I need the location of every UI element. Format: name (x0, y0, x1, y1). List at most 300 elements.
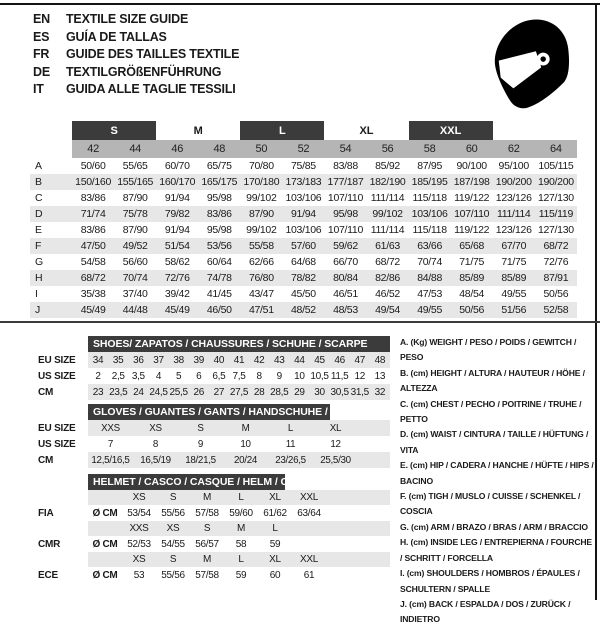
measurement-cell: 68/72 (375, 256, 400, 268)
language-code: FR (33, 47, 50, 61)
size-cell: XXS (101, 422, 120, 434)
measurement-cell: 115/118 (412, 192, 447, 204)
language-row (33, 81, 239, 99)
size-cell: 29 (294, 386, 305, 398)
measurement-row (30, 270, 577, 286)
measurement-cell: 111/114 (370, 224, 405, 236)
measurement-cell: 115/119 (535, 206, 577, 222)
measurement-row (30, 254, 577, 270)
measurement-cell: 63/66 (409, 238, 451, 254)
measurement-letter: F (30, 238, 72, 254)
size-cell: 4 (155, 370, 162, 382)
corner-empty (30, 140, 72, 158)
measurement-cell: 71/75 (459, 256, 485, 268)
measurement-cell: 70/74 (114, 270, 156, 286)
row-cells (88, 567, 390, 583)
helmet-icon (487, 16, 573, 111)
measurement-cell: 54/58 (80, 256, 106, 268)
measurement-cell: 99/102 (367, 206, 409, 222)
measurement-cell: 51/56 (493, 302, 535, 318)
size-cell: 35 (112, 354, 124, 366)
helmet-size-table (30, 474, 390, 583)
measurement-cell: 76/80 (240, 270, 282, 286)
measurement-cell: 119/122 (454, 224, 490, 236)
size-cell: 30,5 (330, 386, 349, 398)
size-cell: 28 (253, 386, 265, 398)
measurement-cell: 47/53 (417, 288, 442, 300)
measurement-cell: 111/114 (370, 192, 405, 204)
measurement-cell: 90/100 (456, 160, 487, 172)
legend-entry-g: G. (cm) ARM / BRAZO / BRAS / ARM / BRACCIO (400, 521, 588, 532)
size-cell: 10 (294, 370, 305, 382)
size-group-label: M (193, 124, 203, 137)
size-group-label: L (240, 121, 324, 140)
size-cell: 27,5 (229, 386, 249, 398)
helmet-size-row (30, 521, 390, 536)
size-cell: XL (269, 554, 281, 565)
diameter-unit-label: Ø CM (92, 538, 118, 550)
size-cell: XL (329, 422, 342, 434)
table-row (30, 384, 390, 400)
measurement-cell: 79/82 (156, 206, 198, 222)
measurement-row (30, 238, 577, 254)
measurement-cell: 68/72 (535, 238, 577, 254)
table-row (30, 420, 390, 436)
size-column-header: 54 (324, 140, 366, 158)
measurement-cell: 87/90 (240, 206, 282, 222)
measurement-cell: 62/66 (248, 256, 274, 268)
guide-title: TEXTILGRÖßENFÜHRUNG (66, 64, 222, 79)
size-cell: L (272, 523, 278, 534)
size-cell: 56/57 (195, 538, 219, 550)
size-group-label: XL (359, 124, 374, 137)
size-cell: 59 (269, 538, 281, 550)
measurement-cell: 58/62 (164, 256, 190, 268)
row-label-empty (30, 490, 88, 505)
size-cell: 23 (92, 386, 104, 398)
measurement-row (30, 206, 577, 222)
measurement-cell: 99/102 (246, 224, 277, 236)
measurement-cell: 107/110 (327, 224, 363, 236)
size-cell: XXL (299, 492, 318, 503)
size-column-header: 60 (451, 140, 493, 158)
measurement-row (30, 190, 577, 206)
language-row (33, 46, 239, 64)
row-cells (88, 521, 390, 536)
measurement-cell: 45/49 (72, 302, 114, 318)
measurement-cell: 61/63 (367, 238, 409, 254)
size-cell: M (202, 492, 212, 503)
measurement-cell: 107/110 (327, 192, 363, 204)
measurement-cell: 44/48 (114, 302, 156, 318)
size-cell: 54/55 (161, 538, 185, 550)
size-cell: XS (132, 492, 146, 503)
size-cell: 43 (273, 354, 285, 366)
measurement-cell: 111/114 (493, 206, 535, 222)
size-column-header: 46 (156, 140, 198, 158)
size-cell: 53/54 (127, 507, 151, 519)
size-cell: S (203, 523, 211, 534)
size-cell: 12 (354, 370, 366, 382)
size-cell: 9 (197, 438, 204, 450)
row-cells (88, 384, 390, 400)
measurement-cell: 103/106 (409, 206, 451, 222)
table-title: GLOVES / GUANTES / GANTS / HANDSCHUHE / GUANTI (88, 404, 330, 420)
size-group-row (30, 121, 577, 140)
measurement-cell: 87/90 (122, 192, 148, 204)
measurement-letter: D (30, 206, 72, 222)
row-cells (88, 368, 390, 384)
size-column-header: 52 (282, 140, 324, 158)
size-cell: 55/56 (161, 507, 185, 519)
table-title: SHOES/ ZAPATOS / CHAUSSURES / SCHUHE / SCARPE (88, 336, 390, 352)
size-cell: 58 (235, 538, 247, 550)
size-cell: 13 (374, 370, 386, 382)
measurement-row (30, 302, 577, 318)
size-cell: 52/53 (127, 538, 151, 550)
size-cell: 44 (294, 354, 305, 366)
row-label: CM (38, 386, 54, 398)
measurement-cell: 170/180 (240, 174, 282, 190)
corner-empty (493, 121, 535, 140)
measurement-cell: 48/54 (459, 288, 485, 300)
size-group-label: S (72, 121, 156, 140)
size-cell: S (197, 422, 204, 434)
legend-entry-a: A. (Kg) WEIGHT / PESO / POIDS / GEWITCH / PESO (400, 337, 577, 363)
measurement-cell: 91/94 (164, 224, 190, 236)
shoes-size-table (30, 336, 390, 400)
measurement-cell: 177/187 (324, 174, 366, 190)
measurement-row (30, 222, 577, 238)
measurement-cell: 46/51 (333, 288, 358, 300)
table-header-row (30, 336, 390, 352)
table-header-row (30, 474, 390, 490)
measurement-row (30, 174, 577, 190)
size-cell: XS (132, 554, 146, 565)
size-cell: 12 (330, 438, 341, 450)
row-cells (88, 420, 390, 436)
measurement-cell: 74/78 (198, 270, 240, 286)
measurement-letter: J (30, 302, 72, 318)
size-cell: 47 (354, 354, 366, 366)
size-cell: XXS (129, 523, 149, 534)
measurement-cell: 47/50 (72, 238, 114, 254)
size-cell: 42 (253, 354, 265, 366)
legend-entry-h: H. (cm) INSIDE LEG / ENTREPIERNA / FOURCHE / SCHRITT / FORCELLA (400, 537, 593, 563)
measurement-cell: 187/198 (451, 174, 493, 190)
size-cell: L (238, 554, 244, 565)
textile-size-table (30, 121, 577, 318)
size-cell: 63/64 (297, 507, 321, 519)
size-cell: 59 (235, 569, 247, 581)
measurement-cell: 75/78 (114, 206, 156, 222)
measurement-cell: 87/95 (417, 160, 442, 172)
size-cell: 24,5 (149, 386, 168, 398)
size-cell: 60 (269, 569, 281, 581)
measurement-cell: 71/74 (72, 206, 114, 222)
size-column-header: 42 (72, 140, 114, 158)
guide-title: GUIDA ALLE TAGLIE TESSILI (66, 82, 236, 96)
helmet-value-row (30, 505, 390, 521)
measurement-cell: 57/60 (282, 238, 324, 254)
row-cells (88, 436, 390, 452)
language-code: IT (33, 82, 44, 96)
measurement-cell: 123/126 (495, 192, 532, 204)
size-cell: 39 (193, 354, 204, 366)
row-label-empty (30, 521, 88, 536)
measurement-cell: 83/88 (333, 160, 358, 172)
size-cell: S (169, 492, 177, 503)
measurement-cell: 150/160 (72, 174, 114, 190)
size-column-header: 44 (114, 140, 156, 158)
section-divider (0, 321, 600, 323)
size-cell: 8 (256, 370, 262, 382)
gloves-size-table (30, 404, 390, 468)
language-row (33, 29, 239, 47)
guide-title: GUÍA DE TALLAS (66, 29, 167, 44)
size-cell: L (287, 422, 294, 434)
measurement-cell: 49/54 (367, 302, 409, 318)
size-cell: 11,5 (330, 370, 349, 382)
size-column-header: 50 (240, 140, 282, 158)
measurement-cell: 65/75 (206, 160, 232, 172)
legend-entry-c: C. (cm) CHEST / PECHO / POITRINE / TRUHE / PETTO (400, 398, 582, 425)
right-border (595, 3, 597, 600)
measurement-letter: H (30, 270, 72, 286)
measurement-row (30, 158, 577, 174)
measurement-cell: 95/98 (206, 224, 232, 236)
table-title: HELMET / CASCO / CASQUE / HELM / CASCO (88, 474, 285, 490)
row-label-empty (30, 336, 88, 352)
size-cell: 30 (314, 386, 325, 398)
size-column-header: 48 (198, 140, 240, 158)
measurement-cell: 59/62 (324, 238, 366, 254)
size-cell: S (169, 554, 177, 565)
language-code: DE (33, 64, 50, 79)
helmet-value-row (30, 567, 390, 583)
measurement-cell: 123/126 (495, 224, 532, 236)
size-cell: 40 (213, 354, 225, 366)
measurement-cell: 35/38 (80, 288, 106, 300)
measurement-cell: 70/74 (417, 256, 442, 268)
legend-entry-j: J. (cm) BACK / ESPALDA / DOS / ZURÜCK / INDIETRO (400, 598, 571, 625)
measurement-cell: 84/88 (409, 270, 451, 286)
size-cell: 5 (175, 370, 182, 382)
size-cell: 36 (133, 354, 144, 366)
measurement-cell: 165/175 (198, 174, 240, 190)
measurement-cell: 119/122 (454, 192, 490, 204)
size-cell: 23,5 (109, 386, 128, 398)
measurement-cell: 83/86 (198, 206, 240, 222)
size-cell: 16,5/19 (140, 454, 171, 466)
row-label: US SIZE (38, 438, 76, 450)
measurement-cell: 190/200 (535, 174, 577, 190)
size-cell: 24 (133, 386, 144, 398)
measurement-cell: 95/100 (498, 160, 529, 172)
size-cell: 37 (153, 354, 164, 366)
size-cell: 20/24 (233, 454, 258, 466)
size-cell: 48 (374, 354, 386, 366)
corner-empty (30, 121, 72, 140)
measurement-cell: 95/98 (324, 206, 366, 222)
standard-label: CMR (38, 538, 61, 550)
measurement-cell: 105/115 (538, 160, 574, 172)
guide-title: TEXTILE SIZE GUIDE (66, 12, 189, 26)
size-cell: 59/60 (229, 507, 253, 519)
measurement-cell: 190/200 (493, 174, 535, 190)
measurement-cell: 64/68 (291, 256, 316, 268)
language-title-list (33, 11, 239, 99)
row-label-empty (30, 474, 88, 490)
size-cell: 55/56 (161, 569, 185, 581)
measurement-letter: G (35, 256, 43, 268)
row-label: US SIZE (38, 370, 76, 382)
measurement-cell: 46/52 (375, 288, 400, 300)
measurement-cell: 160/170 (156, 174, 198, 190)
measurement-cell: 115/118 (412, 224, 447, 236)
measurement-cell: 48/53 (324, 302, 366, 318)
size-cell: 10,5 (310, 370, 329, 382)
measurement-cell: 37/40 (122, 288, 148, 300)
row-cells (88, 552, 390, 567)
measurement-cell: 50/56 (451, 302, 493, 318)
size-cell: M (202, 554, 212, 565)
table-row (30, 436, 390, 452)
row-cells (88, 452, 390, 468)
size-column-header: 58 (409, 140, 451, 158)
top-border (0, 3, 600, 5)
measurement-cell: 39/42 (164, 288, 190, 300)
measurement-cell: 60/70 (164, 160, 190, 172)
size-cell: XL (269, 492, 281, 503)
table-header-row (30, 404, 390, 420)
measurement-cell: 85/89 (451, 270, 493, 286)
helmet-size-row (30, 490, 390, 505)
row-label-empty (30, 552, 88, 567)
measurement-cell: 91/94 (164, 192, 190, 204)
measurement-cell: 45/49 (156, 302, 198, 318)
measurement-cell: 185/195 (409, 174, 451, 190)
measurement-cell: 70/80 (248, 160, 274, 172)
measurement-letter: A (35, 160, 42, 172)
size-cell: 11 (285, 438, 296, 450)
row-cells (88, 352, 390, 368)
size-cell: 53 (133, 569, 145, 581)
size-cell: 6 (196, 370, 202, 382)
measurement-letter: C (35, 192, 43, 204)
diameter-unit-label: Ø CM (92, 569, 118, 581)
measurement-cell: 66/70 (333, 256, 358, 268)
size-cell: 10 (240, 438, 251, 450)
measurement-legend (400, 335, 594, 628)
measurement-cell: 127/130 (537, 224, 574, 236)
size-cell: M (241, 422, 250, 434)
measurement-cell: 107/110 (451, 206, 493, 222)
size-cell: 41 (233, 354, 245, 366)
measurement-cell: 103/106 (285, 192, 322, 204)
language-code: ES (33, 29, 50, 44)
row-cells (88, 536, 390, 552)
measurement-cell: 72/76 (543, 256, 569, 268)
standard-label: ECE (38, 569, 58, 581)
legend-entry-i: I. (cm) SHOULDERS / HOMBROS / ÉPAULES / SCHULTERN / SPALLE (400, 568, 580, 594)
legend-entry-e: E. (cm) HIP / CADERA / HANCHE / HÜFTE / HIPS / BACINO (400, 460, 594, 486)
language-code: EN (33, 12, 50, 26)
measurement-cell: 87/91 (535, 270, 577, 286)
measurement-cell: 60/64 (206, 256, 232, 268)
measurement-cell: 91/94 (282, 206, 324, 222)
measurement-cell: 155/165 (114, 174, 156, 190)
size-cell: 23/26,5 (275, 454, 306, 466)
row-label: EU SIZE (38, 354, 76, 366)
language-row (33, 11, 239, 29)
row-cells (88, 505, 390, 521)
measurement-cell: 182/190 (367, 174, 409, 190)
size-column-header: 62 (493, 140, 535, 158)
measurement-cell: 83/86 (80, 224, 106, 236)
size-column-header: 56 (367, 140, 409, 158)
size-cell: 6,5 (212, 370, 226, 382)
size-cell: 61 (303, 569, 315, 581)
measurement-letter: E (35, 224, 42, 236)
size-column-header: 64 (535, 140, 577, 158)
measurement-cell: 49/55 (409, 302, 451, 318)
size-cell: 46 (334, 354, 345, 366)
helmet-size-row (30, 552, 390, 567)
size-number-row (30, 140, 577, 158)
measurement-letter: B (30, 174, 72, 190)
standard-label: FIA (38, 507, 54, 519)
legend-entry-d: D. (cm) WAIST / CINTURA / TAILLE / HÜFTUNG / VITA (400, 429, 589, 455)
measurement-cell: 43/47 (248, 288, 274, 300)
size-cell: 3,5 (131, 370, 145, 382)
measurement-row (30, 286, 577, 302)
size-cell: 57/58 (195, 507, 219, 519)
measurement-cell: 49/55 (501, 288, 527, 300)
measurement-cell: 72/76 (156, 270, 198, 286)
size-cell: XS (166, 523, 180, 534)
measurement-cell: 52/58 (535, 302, 577, 318)
measurement-cell: 83/86 (80, 192, 106, 204)
measurement-cell: 50/56 (543, 288, 569, 300)
measurement-cell: 49/52 (114, 238, 156, 254)
measurement-cell: 46/50 (198, 302, 240, 318)
size-cell: M (236, 523, 246, 534)
measurement-cell: 80/84 (324, 270, 366, 286)
size-cell: 26 (193, 386, 204, 398)
measurement-cell: 78/82 (282, 270, 324, 286)
size-cell: 34 (92, 354, 104, 366)
measurement-cell: 51/54 (156, 238, 198, 254)
helmet-value-row (30, 536, 390, 552)
measurement-cell: 99/102 (246, 192, 277, 204)
size-cell: 9 (276, 370, 282, 382)
measurement-cell: 85/89 (493, 270, 535, 286)
guide-title: GUIDE DES TAILLES TEXTILE (66, 47, 240, 61)
measurement-cell: 56/60 (122, 256, 148, 268)
measurement-cell: 55/65 (122, 160, 148, 172)
table-row (30, 368, 390, 384)
size-cell: XXL (299, 554, 318, 565)
measurement-cell: 103/106 (285, 224, 322, 236)
size-cell: 2,5 (111, 370, 125, 382)
size-cell: 32 (374, 386, 386, 398)
legend-entry-f: F. (cm) TIGH / MUSLO / CUISSE / SCHENKEL / COSCIA (400, 491, 581, 517)
measurement-letter: I (35, 288, 38, 300)
measurement-cell: 75/85 (291, 160, 316, 172)
diameter-unit-label: Ø CM (92, 507, 118, 519)
size-cell: 28,5 (270, 386, 289, 398)
